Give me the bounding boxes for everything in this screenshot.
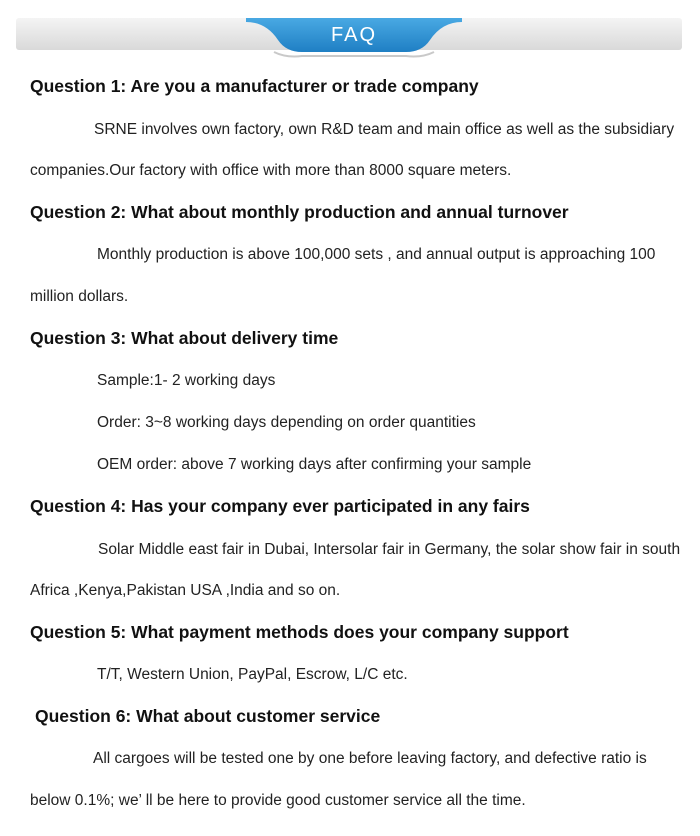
faq-header <box>0 0 700 60</box>
answer-6-line-1: All cargoes will be tested one by one before leaving factory, and defective ratio is <box>93 750 647 767</box>
answer-3-line-3: OEM order: above 7 working days after confirming your sample <box>97 456 532 473</box>
answer-3-line-1: Sample:1- 2 working days <box>97 372 276 389</box>
question-2: Question 2: What about monthly production and annual turnover <box>30 202 569 222</box>
answer-4-line-2: Africa ,Kenya,Pakistan USA ,India and so on. <box>30 582 341 599</box>
answer-4-line-1: Solar Middle east fair in Dubai, Intersolar fair in Germany, the solar show fair in south <box>98 541 681 558</box>
faq-title: FAQ <box>330 24 377 46</box>
question-1: Question 1: Are you a manufacturer or trade company <box>30 76 479 96</box>
answer-5-line-1: T/T, Western Union, PayPal, Escrow, L/C etc. <box>97 666 408 683</box>
question-5: Question 5: What payment methods does your company support <box>30 622 569 642</box>
answer-3-line-2: Order: 3~8 working days depending on order quantities <box>97 414 476 431</box>
answer-2-line-2: million dollars. <box>30 288 129 305</box>
answer-1-line-1: SRNE involves own factory, own R&D team and main office as well as the subsidiary <box>94 121 675 138</box>
answer-1-line-2: companies.Our factory with office with more than 8000 square meters. <box>30 162 512 179</box>
faq-tab <box>246 18 462 58</box>
answer-6-line-2: below 0.1%; we’ ll be here to provide good customer service all the time. <box>30 792 526 809</box>
question-6: Question 6: What about customer service <box>35 706 381 726</box>
question-4: Question 4: Has your company ever participated in any fairs <box>30 496 530 516</box>
question-3: Question 3: What about delivery time <box>30 328 339 348</box>
answer-2-line-1: Monthly production is above 100,000 sets , and annual output is approaching 100 <box>97 246 656 263</box>
